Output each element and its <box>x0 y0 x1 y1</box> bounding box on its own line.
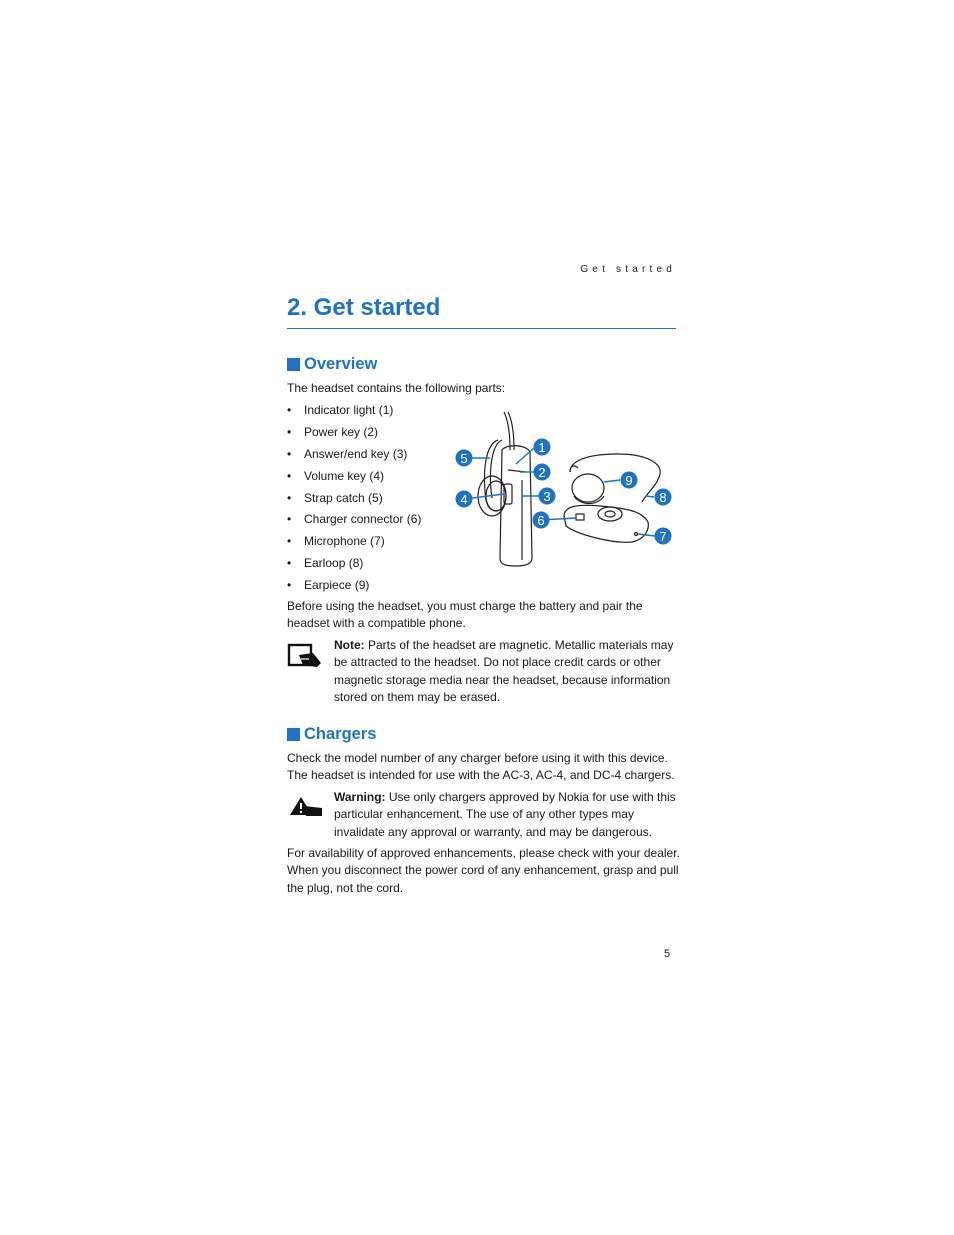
svg-text:3: 3 <box>543 489 551 504</box>
svg-text:5: 5 <box>460 451 468 466</box>
warning-text <box>334 789 679 841</box>
svg-text:6: 6 <box>537 513 545 528</box>
running-header: Get started <box>580 264 676 275</box>
callout-4 <box>456 491 473 508</box>
headset-drawing <box>478 412 660 566</box>
svg-text:1: 1 <box>538 440 546 455</box>
chargers-after: For availability of approved enhancements, please check with your dealer. When you disconnect the power cord of any enhancement, grasp and pull the plug, not the cord. <box>287 846 680 895</box>
callout-6 <box>533 512 550 529</box>
note-body: Parts of the headset are magnetic. Metallic materials may be attracted to the headset. Do not place credit cards or other magnetic storage media near the headset, because information stored on them may be erased. <box>334 638 674 704</box>
list-item: • Earloop (8) <box>287 554 421 576</box>
section-square-icon <box>287 358 300 371</box>
chargers-intro: Check the model number of any charger before using it with this device. The headset is intended for use with the AC-3, AC-4, and DC-4 chargers. <box>287 751 675 783</box>
warning-body: Use only chargers approved by Nokia for use with this particular enhancement. The use of any other types may invalidate any approval or warranty, and may be dangerous. <box>334 790 676 839</box>
note-text <box>334 637 679 706</box>
list-item: • Microphone (7) <box>287 532 421 554</box>
list-item: • Indicator light (1) <box>287 401 421 423</box>
list-item: • Answer/end key (3) <box>287 445 421 467</box>
note-label: Note: <box>334 638 365 652</box>
parts-list <box>287 401 421 598</box>
callout-leaders <box>472 448 655 536</box>
overview-heading-text: Overview <box>304 355 378 373</box>
headset-diagram <box>452 410 678 570</box>
overview-after: Before using the headset, you must charge the battery and pair the headset with a compatible phone. <box>287 599 643 631</box>
page-number: 5 <box>664 948 671 960</box>
note-hand-icon <box>287 643 323 669</box>
overview-intro: The headset contains the following parts: <box>287 381 506 395</box>
list-item: • Volume key (4) <box>287 467 421 489</box>
callout-7 <box>655 528 672 545</box>
callout-1 <box>534 439 551 456</box>
svg-text:4: 4 <box>460 492 468 507</box>
callout-9 <box>621 472 638 489</box>
list-item: • Earpiece (9) <box>287 576 421 598</box>
callout-5 <box>456 450 473 467</box>
callout-2 <box>534 464 551 481</box>
section-square-icon <box>287 728 300 741</box>
svg-text:7: 7 <box>659 529 667 544</box>
chargers-heading-text: Chargers <box>304 725 377 743</box>
svg-text:9: 9 <box>625 473 633 488</box>
callout-3 <box>539 488 556 505</box>
chapter-rule <box>287 328 676 329</box>
callout-8 <box>655 489 672 506</box>
list-item: • Strap catch (5) <box>287 489 421 511</box>
chapter-title: 2. Get started <box>287 294 441 321</box>
warning-label: Warning: <box>334 790 386 804</box>
list-item: • Charger connector (6) <box>287 510 421 532</box>
list-item: • Power key (2) <box>287 423 421 445</box>
overview-heading <box>287 355 377 374</box>
svg-text:2: 2 <box>538 465 546 480</box>
svg-text:8: 8 <box>659 490 667 505</box>
warning-triangle-icon <box>288 795 324 819</box>
chargers-heading <box>287 725 376 744</box>
